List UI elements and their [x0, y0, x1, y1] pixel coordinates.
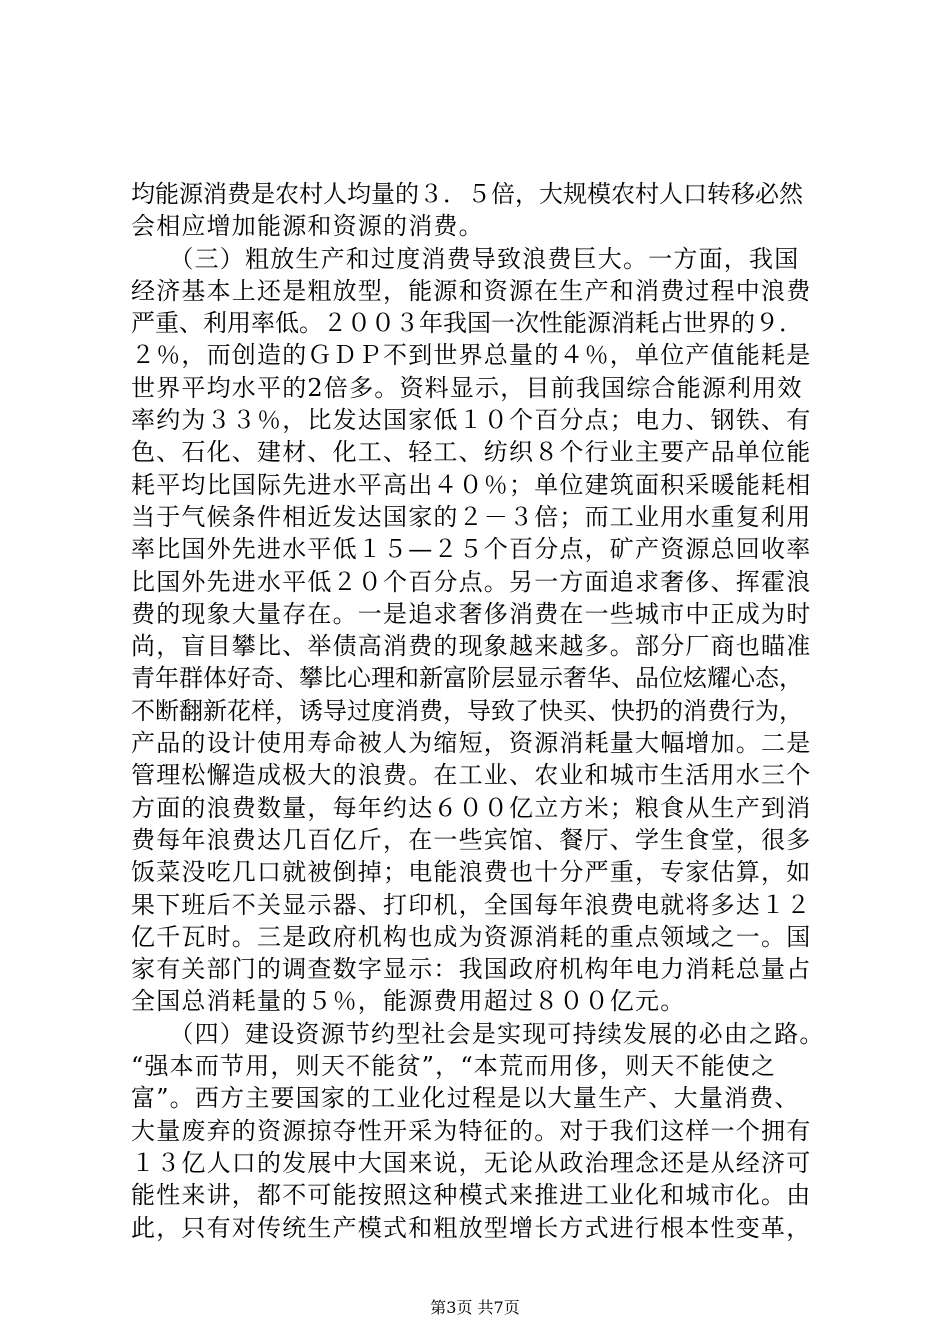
- text-line: 大量废弃的资源掠夺性开采为特征的。对于我们这样一个拥有: [131, 1116, 812, 1145]
- text-line: 不断翻新花样，诱导过度消费，导致了快买、快扔的消费行为，: [131, 696, 803, 725]
- text-line: 经济基本上还是粗放型，能源和资源在生产和消费过程中浪费: [131, 276, 812, 305]
- text-line: 会相应增加能源和资源的消费。: [131, 212, 484, 241]
- text-line: 世界平均水平的2倍多。资料显示，目前我国综合能源利用效: [131, 373, 803, 402]
- text-line: 家有关部门的调查数字显示：我国政府机构年电力消耗总量占: [131, 955, 812, 984]
- text-line: 尚，盲目攀比、举债高消费的现象越来越多。部分厂商也瞄准: [131, 632, 812, 661]
- text-line: （三）粗放生产和过度消费导致浪费巨大。一方面，我国: [131, 244, 800, 273]
- text-line: ２％，而创造的ＧＤＰ不到世界总量的４％，单位产值能耗是: [131, 341, 812, 370]
- text-line: 严重、利用率低。２００３年我国一次性能源消耗占世界的９．: [131, 309, 803, 338]
- text-line: 亿千瓦时。三是政府机构也成为资源消耗的重点领域之一。国: [131, 922, 812, 951]
- text-line: 能性来讲，都不可能按照这种模式来推进工业化和城市化。由: [131, 1181, 812, 1210]
- text-line: 均能源消费是农村人均量的３．５倍，大规模农村人口转移必然: [131, 180, 803, 208]
- text-line: “强本而节用，则天不能贫”，“本荒而用侈，则天不能使之: [131, 1052, 777, 1081]
- text-line: 耗平均比国际先进水平高出４０％；单位建筑面积采暖能耗相: [131, 470, 812, 499]
- text-line: 率约为３３％，比发达国家低１０个百分点；电力、钢铁、有: [131, 406, 812, 435]
- text-line: １３亿人口的发展中大国来说，无论从政治理念还是从经济可: [131, 1148, 812, 1177]
- text-line: 果下班后不关显示器、打印机，全国每年浪费电就将多达１２: [131, 890, 812, 919]
- text-line: 费的现象大量存在。一是追求奢侈消费在一些城市中正成为时: [131, 599, 812, 628]
- text-line: 费每年浪费达几百亿斤，在一些宾馆、餐厅、学生食堂，很多: [131, 825, 812, 854]
- text-line: 管理松懈造成极大的浪费。在工业、农业和城市生活用水三个: [131, 761, 812, 790]
- text-line: （四）建设资源节约型社会是实现可持续发展的必由之路。: [131, 1019, 825, 1048]
- text-line: 比国外先进水平低２０个百分点。另一方面追求奢侈、挥霍浪: [131, 567, 812, 596]
- text-line: 产品的设计使用寿命被人为缩短，资源消耗量大幅增加。二是: [131, 729, 812, 758]
- body-text: [131, 178, 831, 1244]
- text-line: 当于气候条件相近发达国家的２－３倍；而工业用水重复利用: [131, 502, 812, 531]
- text-line: 青年群体好奇、攀比心理和新富阶层显示奢华、品位炫耀心态，: [131, 664, 803, 693]
- text-line: 率比国外先进水平低１５—２５个百分点，矿产资源总回收率: [131, 535, 812, 564]
- text-line: 方面的浪费数量，每年约达６００亿立方米；粮食从生产到消: [131, 793, 812, 822]
- page-number-footer: 第3页 共7页: [430, 1298, 520, 1317]
- text-line: 全国总消耗量的５％，能源费用超过８００亿元。: [131, 987, 686, 1016]
- text-line: 色、石化、建材、化工、轻工、纺织８个行业主要产品单位能: [131, 438, 812, 467]
- text-line: 饭菜没吃几口就被倒掉；电能浪费也十分严重，专家估算，如: [131, 858, 812, 887]
- text-line: 此，只有对传统生产模式和粗放型增长方式进行根本性变革，: [131, 1213, 812, 1242]
- text-line: 富”。西方主要国家的工业化过程是以大量生产、大量消费、: [131, 1084, 800, 1113]
